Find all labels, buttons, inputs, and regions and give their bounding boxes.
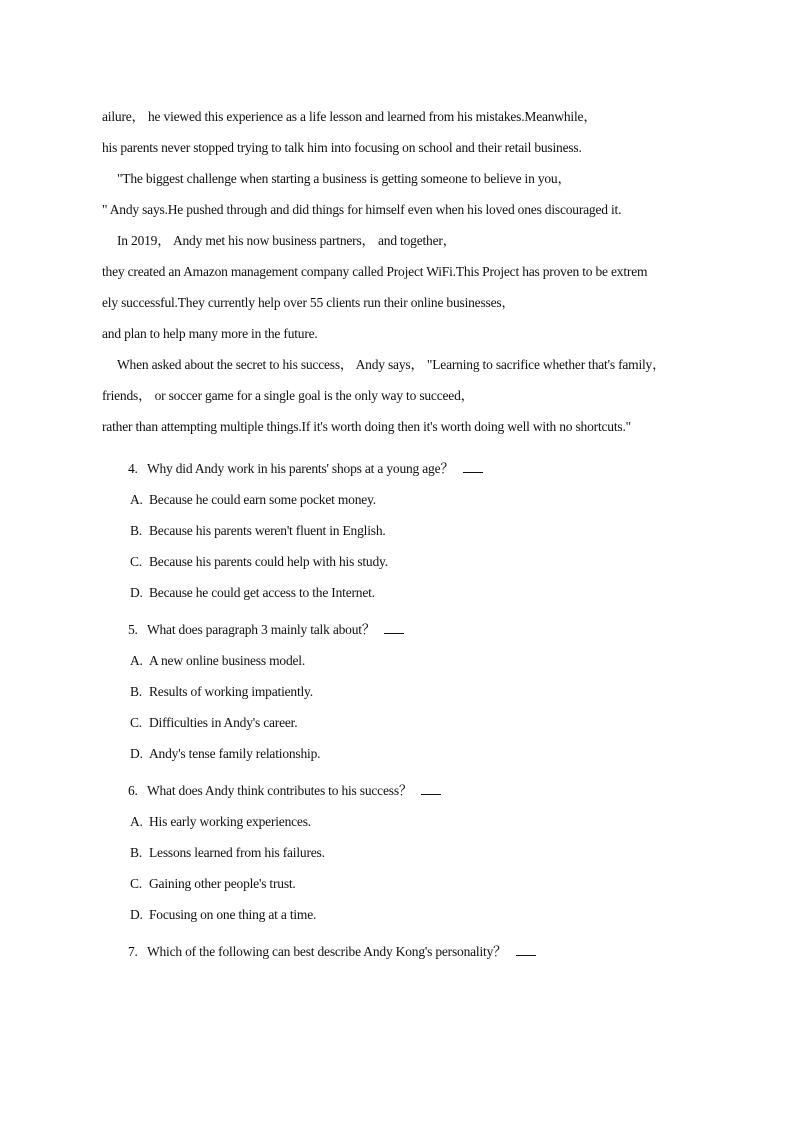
option-text: Lessons learned from his failures. [149,845,325,860]
passage-line: his parents never stopped trying to talk him into focusing on school and their retail business. [102,140,582,155]
question-7 [128,936,688,967]
option-text: Difficulties in Andy's career. [149,715,298,730]
option-text: Gaining other people's trust. [149,876,296,891]
question-text: What does paragraph 3 mainly talk about？ [146,622,376,637]
option-text: Andy's tense family relationship. [149,746,321,761]
option-letter: B. [130,523,142,538]
question-number: 6. [128,783,138,798]
answer-blank[interactable] [421,780,441,795]
option-text: Results of working impatiently. [149,684,313,699]
option-a[interactable] [128,484,688,515]
passage-line: and plan to help many more in the future. [102,326,318,341]
question-text: What does Andy think contributes to his success？ [146,783,413,798]
passage-line: ailure， he viewed this experience as a life lesson and learned from his mistakes.Meanwhile， [102,109,597,124]
option-c[interactable] [128,546,688,577]
option-text: His early working experiences. [149,814,311,829]
passage-line: " Andy says.He pushed through and did things for himself even when his loved ones discouraged it. [102,202,622,217]
option-a[interactable] [128,645,688,676]
question-text: Why did Andy work in his parents' shops at a young age？ [146,461,454,476]
option-letter: C. [130,876,142,891]
question-number: 5. [128,622,138,637]
option-a[interactable] [128,806,688,837]
answer-blank[interactable] [463,458,483,473]
option-text: Because his parents weren't fluent in English. [149,523,386,538]
question-number: 4. [128,461,138,476]
option-b[interactable] [128,837,688,868]
option-b[interactable] [128,676,688,707]
option-d[interactable] [128,738,688,769]
question-4 [128,453,688,608]
option-text: Focusing on one thing at a time. [149,907,317,922]
answer-blank[interactable] [516,941,536,956]
option-text: Because he could get access to the Internet. [149,585,375,600]
option-letter: C. [130,715,142,730]
passage-line: friends， or soccer game for a single goal is the only way to succeed， [102,388,474,403]
option-letter: D. [130,907,143,922]
passage-line: ely successful.They currently help over 55 clients run their online businesses， [102,295,515,310]
option-b[interactable] [128,515,688,546]
option-text: Because he could earn some pocket money. [149,492,376,507]
option-text: Because his parents could help with his study. [149,554,388,569]
question-6 [128,775,688,930]
question-stem [128,936,688,967]
option-letter: B. [130,845,142,860]
question-stem [128,775,688,806]
option-letter: A. [130,653,143,668]
passage-line: In 2019， Andy met his now business partners， and together， [117,233,456,248]
option-d[interactable] [128,577,688,608]
question-list [128,453,688,973]
passage-line: "The biggest challenge when starting a business is getting someone to believe in you， [117,171,571,186]
option-c[interactable] [128,868,688,899]
option-letter: A. [130,492,143,507]
option-letter: D. [130,585,143,600]
option-c[interactable] [128,707,688,738]
passage-line: they created an Amazon management company called Project WiFi.This Project has proven to be extrem [102,264,648,279]
option-d[interactable] [128,899,688,930]
question-number: 7. [128,944,138,959]
reading-passage [102,101,712,442]
option-letter: B. [130,684,142,699]
question-5 [128,614,688,769]
option-letter: D. [130,746,143,761]
question-text: Which of the following can best describe Andy Kong's personality？ [146,944,507,959]
option-letter: A. [130,814,143,829]
option-text: A new online business model. [149,653,306,668]
passage-line: rather than attempting multiple things.If it's worth doing then it's worth doing well with no shortcuts." [102,419,631,434]
passage-line: When asked about the secret to his success， Andy says， "Learning to sacrifice whether that's family， [117,357,666,372]
answer-blank[interactable] [384,619,404,634]
question-stem [128,453,688,484]
option-letter: C. [130,554,142,569]
question-stem [128,614,688,645]
